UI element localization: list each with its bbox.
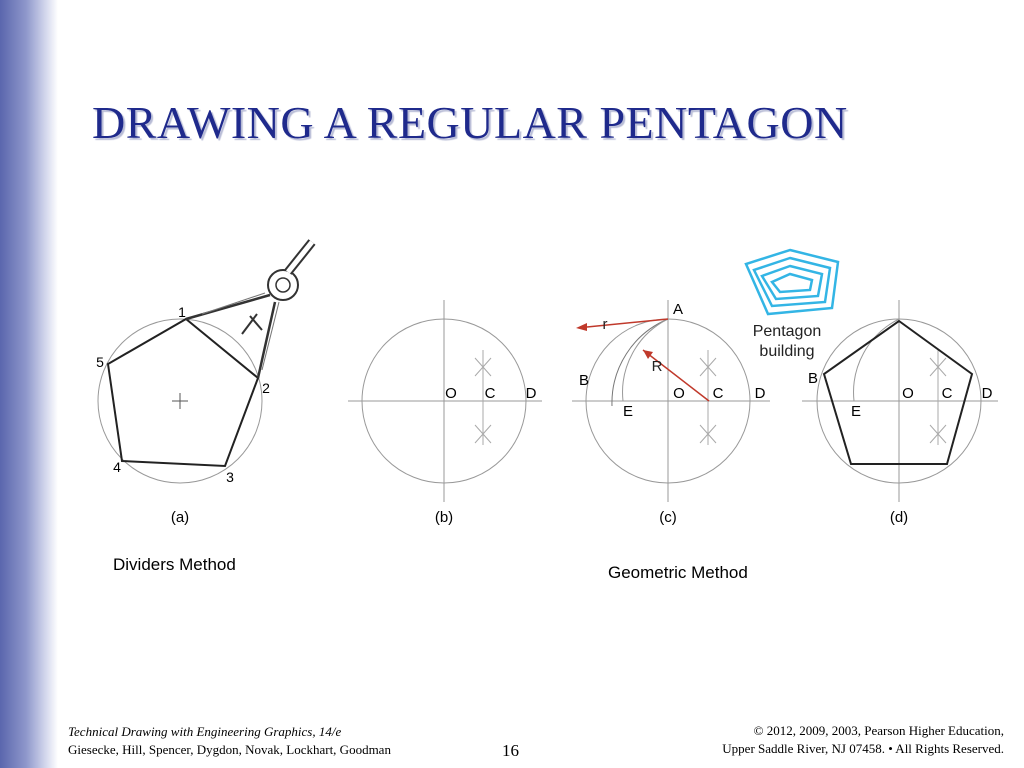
panel-d-point-b: B xyxy=(807,370,819,387)
pentagon-construction-figure xyxy=(90,230,1010,530)
panel-b xyxy=(348,300,542,526)
panel-c-point-b: B xyxy=(578,372,590,389)
panel-a xyxy=(96,242,312,526)
panel-b-point-o: O xyxy=(445,385,457,402)
slide-sidebar-gradient xyxy=(0,0,58,768)
panel-label-d: (d) xyxy=(889,509,909,526)
panel-c-point-c: C xyxy=(712,385,724,402)
panel-d-point-d: D xyxy=(981,385,993,402)
footer-book-info xyxy=(68,723,391,759)
panel-label-a: (a) xyxy=(170,509,190,526)
panel-c-point-d: D xyxy=(754,385,766,402)
vertex-label-4: 4 xyxy=(113,459,121,475)
panel-label-c: (c) xyxy=(659,509,677,526)
pentagon-building-icon xyxy=(746,250,838,314)
vertex-label-3: 3 xyxy=(226,469,234,485)
panel-d-arc-e xyxy=(854,319,899,401)
footer-copyright-line2: Upper Saddle River, NJ 07458. • All Rights Reserved. xyxy=(722,741,1004,756)
footer-copyright-line1: © 2012, 2009, 2003, Pearson Higher Education, xyxy=(753,723,1004,738)
footer-authors: Giesecke, Hill, Spencer, Dygdon, Novak, Lockhart, Goodman xyxy=(68,742,391,757)
panel-c-radius-r-large: R xyxy=(651,358,663,375)
vertex-label-1: 1 xyxy=(178,304,186,320)
footer-book-title: Technical Drawing with Engineering Graphics, 14/e xyxy=(68,724,342,739)
panel-b-point-d: D xyxy=(525,385,537,402)
inset-label-line1: Pentagon xyxy=(752,323,822,340)
panel-d-point-o: O xyxy=(902,385,914,402)
panel-c-point-a: A xyxy=(672,301,684,318)
panel-b-point-c: C xyxy=(484,385,496,402)
inset-label-line2: building xyxy=(759,343,815,360)
panel-c-point-e: E xyxy=(622,403,634,420)
footer-copyright xyxy=(722,722,1004,758)
panel-d-point-c: C xyxy=(941,385,953,402)
pentagon-building-inset xyxy=(746,250,838,360)
panel-c-radius-r-small: r xyxy=(602,316,608,333)
caption-geometric-method: Geometric Method xyxy=(608,563,748,582)
vertex-label-5: 5 xyxy=(96,354,104,370)
slide-title: DRAWING A REGULAR PENTAGON xyxy=(92,97,848,148)
page-number: 16 xyxy=(502,741,519,760)
panel-label-b: (b) xyxy=(434,509,454,526)
vertex-label-2: 2 xyxy=(262,380,270,396)
panel-d-point-e: E xyxy=(850,403,862,420)
panel-d xyxy=(802,300,998,526)
caption-dividers-method: Dividers Method xyxy=(113,555,236,574)
panel-c-chord-arrowhead xyxy=(576,323,587,331)
panel-c xyxy=(572,300,770,526)
panel-c-point-o: O xyxy=(673,385,685,402)
